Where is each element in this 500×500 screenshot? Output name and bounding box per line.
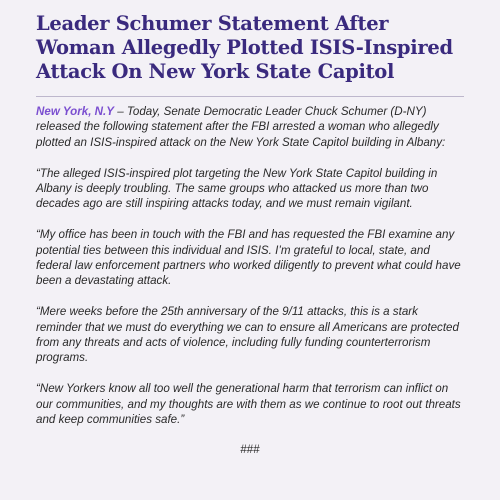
- statement-paragraph-1: “The alleged ISIS-inspired plot targeting the New York State Capitol building in Albany is deeply troubling. The same groups who attacked us more than two decades ago are still inspiring attacks today, and we must remain vigilant.: [36, 166, 438, 211]
- statement-paragraph-4: “New Yorkers know all too well the generational harm that terrorism can inflict on our communities, and my thoughts are with them as we continue to root out threats and keep communities safe.”: [36, 382, 461, 427]
- statement-paragraph-2: “My office has been in touch with the FBI and has requested the FBI examine any potential ties between this individual and ISIS. I’m grateful to local, state, and federal law enforcement partners who worked diligently to prevent what could have been a devastating attack.: [36, 228, 461, 288]
- article-title: Leader Schumer Statement After Woman Allegedly Plotted ISIS-Inspired Attack On New York State Capitol: [36, 12, 453, 83]
- lead-paragraph: [36, 104, 464, 150]
- dateline: New York, N.Y: [36, 105, 114, 118]
- title-divider: [36, 96, 464, 97]
- end-mark: ###: [240, 442, 260, 456]
- statement-paragraph-3: “Mere weeks before the 25th anniversary of the 9/11 attacks, this is a stark reminder that we must do everything we can to ensure all Americans are protected from any threats and acts of violence, including fully funding counterterrorism programs.: [36, 305, 459, 365]
- article-body: [36, 104, 464, 427]
- lead-text: – Today, Senate Democratic Leader Chuck Schumer (D-NY) released the following statement after the FBI arrested a woman who allegedly plotted an ISIS-inspired attack on the New York State Capitol building in Albany:: [36, 105, 446, 149]
